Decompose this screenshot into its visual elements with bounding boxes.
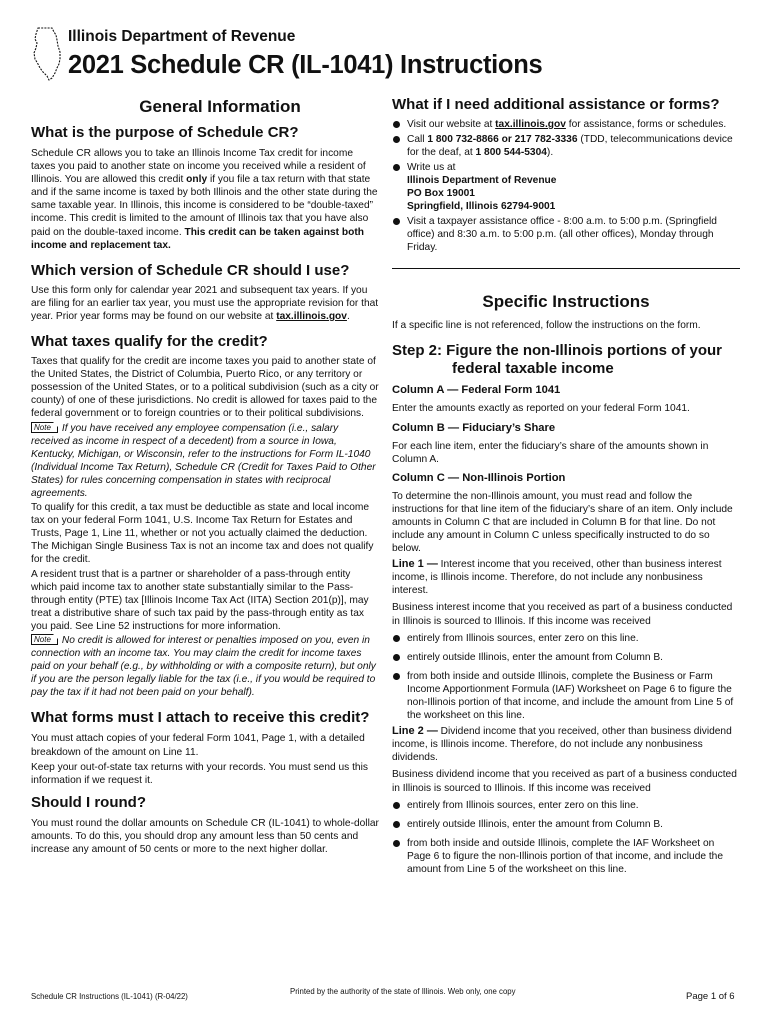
specific-instructions-heading: Specific Instructions [482,292,650,312]
column-c-heading: Column C — Non-Illinois Portion [392,471,566,484]
line2-bullet: entirely from Illinois sources, enter zero on this line. [392,799,740,812]
line2-bullet: entirely outside Illinois, enter the amount from Column B. [392,818,740,831]
line2-bullet: from both inside and outside Illinois, complete the IAF Worksheet on Page 6 to figure the non-Illinois portion of that income, and include the amount from Line 5 of the worksheet on this line. [392,837,740,876]
attach-text-1: You must attach copies of your federal Form 1041, Page 1, with a detailed breakdown of the amount on Line 11. [31,733,365,758]
note-reciprocal: Note If you have received any employee compensation (i.e., salary received as income in respect of a decedent) from a source in Iowa, Kentucky, Michigan, or Wisconsin, refer to the instructions for Form IL-1040 (Individual Income Tax Return), Schedule CR (Credit for Taxes Paid to Other States) for rules concerning compensation in states with reciprocal agreements. [31,422,376,499]
attach-text-2: Keep your out-of-state tax returns with your records. You must send us this information if we request it. [31,761,368,786]
assist-mail-item: Write us at Illinois Department of Revenue PO Box 19001 Springfield, Illinois 62794-9001 [392,161,740,213]
assist-office-item: Visit a taxpayer assistance office - 8:00 a.m. to 5:00 p.m. (Springfield office) and 8:30 a.m. to 5:00 p.m. (all other offices), Monday through Friday. [392,215,740,254]
footer-form-id: Schedule CR Instructions (IL-1041) (R-04/22) [31,992,188,1001]
column-b-heading: Column B — Fiduciary’s Share [392,421,556,434]
note-icon: Note [31,634,58,645]
column-c-text: To determine the non-Illinois amount, you must read and follow the instructions for that line item of the fiduciary’s share of an item. Only include amounts in Column C that are included in Column B for that line. Do not include any amount in Column C unless specifically instructed to do so below. [392,490,733,555]
line1-bullet: from both inside and outside Illinois, complete the Business or Farm Income Apportionment Formula (IAF) Worksheet on Page 6 to figure the non-Illinois portion of that income, and include the amount from Line 5 of the worksheet on this line. [392,670,740,722]
line2-text-2: Business dividend income that you received as part of a business conducted in Illinois is sourced to Illinois. If this income was received [392,769,737,794]
specific-text: If a specific line is not referenced, follow the instructions on the form. [392,320,701,332]
general-information-heading: General Information [139,97,301,116]
note-interest: Note No credit is allowed for interest or penalties imposed on you, even in connection with an income tax. You may claim the credit for income taxes paid on your behalf (e.g., by withholding or with a composite return), but only if you are the person legally liable for the tax (i.e., if you would be required to pay the tax if it had not been paid on your behalf). [31,635,376,699]
column-a-text: Enter the amounts exactly as reported on your federal Form 1041. [392,403,690,415]
page-title: 2021 Schedule CR (IL-1041) Instructions [68,51,543,79]
round-heading: Should I round? [31,793,146,811]
qualify-text-2: To qualify for this credit, a tax must be deductible as state and local income tax on your federal Form 1041, U.S. Income Tax Return for Estates and Trusts, Page 1, Line 11, whether or not you actually claimed the deduction. The Michigan Single Business Tax is not an income tax and does not qualify for the credit. [31,502,374,566]
which-version-text: Use this form only for calendar year 2021 and subsequent tax years. If you are filing for an earlier tax year, you must use the appropriate revision for that year. Prior year forms may be found on our website at tax.illinois.gov. [31,284,379,322]
footer-printed-by: Printed by the authority of the state of Illinois. Web only, one copy [290,987,516,996]
round-text: You must round the dollar amounts on Schedule CR (IL-1041) to whole-dollar amounts. To do this, you should drop any amount less than 50 cents and increase any amount of 50 cents or more to the next higher dollar. [31,817,379,856]
department-name: Illinois Department of Revenue [68,28,296,45]
illinois-logo [30,26,64,82]
line1-text: Line 1 — Interest income that you received, other than business interest income, is Illinois income. Therefore, do not include any nonbusiness interest. [392,558,722,597]
line1-text-2: Business interest income that you received as part of a business conducted in Illinois is sourced to Illinois. If this income was received [392,602,733,627]
qualify-heading: What taxes qualify for the credit? [31,333,268,351]
qualify-text-3: A resident trust that is a partner or shareholder of a pass-through entity which paid income tax to another state substantially similar to the Pass-through entity (PTE) tax [Illinois Income Tax Act (IITA) Section 201(p)], may treat a distributive share of such tax paid by the pass-through entity as tax you paid. See Line 52 instructions for more information. [31,568,369,632]
page-number: Page 1 of 6 [686,991,735,1002]
assistance-heading: What if I need additional assistance or forms? [392,96,720,113]
assist-phone-item: Call 1 800 732-8866 or 217 782-3336 (TDD, telecommunications device for the deaf, at 1 800 544-5304). [392,133,740,159]
line1-bullet: entirely from Illinois sources, enter zero on this line. [392,632,740,645]
line2-text: Line 2 — Dividend income that you received, other than business dividend income, is Illinois income. Therefore, do not include any nonbusiness dividends. [392,725,732,764]
assist-website-item: Visit our website at tax.illinois.gov for assistance, forms or schedules. [392,118,740,131]
qualify-text: Taxes that qualify for the credit are income taxes you paid to another state of the United States, the District of Columbia, Puerto Rico, or any territory or possession of the United States, or to a political subdivision (such as a city or county) of one of these jurisdictions. No credit is allowed for taxes paid to the federal government or to foreign countries or to their political subdivisions. [31,356,379,420]
note-icon: Note [31,422,58,433]
column-a-heading: Column A — Federal Form 1041 [392,384,561,397]
tax-website-link[interactable]: tax.illinois.gov [495,119,566,130]
step2-heading: Step 2: Figure the non-Illinois portions of your federal taxable income [392,342,722,378]
column-b-text: For each line item, enter the fiduciary’s share of the amounts shown in Column A. [392,440,709,465]
attach-heading: What forms must I attach to receive this credit? [31,709,370,727]
purpose-text: Schedule CR allows you to take an Illinois Income Tax credit for income taxes you paid to another state on income you received while a resident of Illinois. You are allowed this credit only if you file a tax return with that state and if the same income is taxed by both Illinois and the other state during the same taxable year. In Illinois, this income is considered to be “double-taxed” income. This credit is limited to the amount of Illinois tax that you have also paid on the double-taxed income. This credit can be taken against both income and replacement tax. [31,148,378,251]
section-divider [392,268,740,269]
which-version-heading: Which version of Schedule CR should I use? [31,261,350,279]
tax-website-link[interactable]: tax.illinois.gov [276,310,347,322]
purpose-heading: What is the purpose of Schedule CR? [31,124,299,141]
line1-bullet: entirely outside Illinois, enter the amount from Column B. [392,651,740,664]
